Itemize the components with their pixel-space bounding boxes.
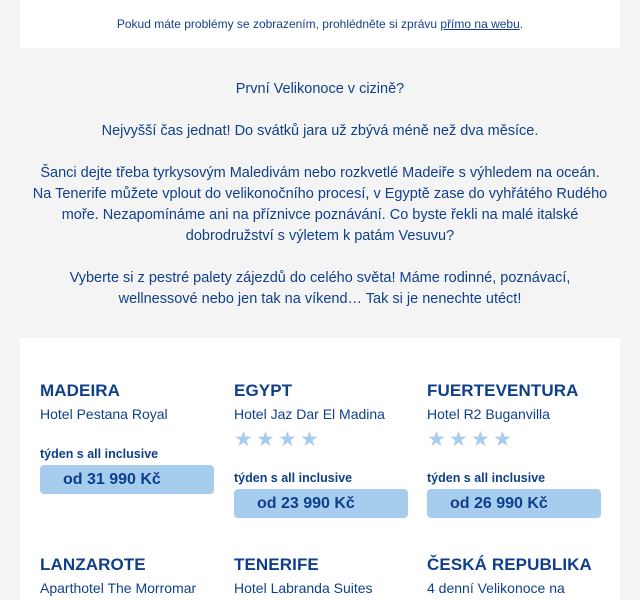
offer-card-czech-republic[interactable]: [427, 555, 601, 597]
offer-hotel[interactable]: Hotel Pestana Royal: [40, 406, 168, 422]
view-online-link[interactable]: přímo na webu: [440, 17, 520, 31]
offer-board: týden s all inclusive: [427, 471, 546, 485]
offer-hotel[interactable]: Aparthotel The Morromar: [40, 580, 197, 596]
view-online-end: .: [519, 17, 524, 31]
offer-hotel[interactable]: 4 denní Velikonoce na: [427, 580, 565, 596]
intro-paragraph-3-line-2: wellnessové nebo jen tak na víkend… Tak si je nenechte utéct!: [118, 291, 522, 307]
star-icon: ★: [256, 428, 276, 451]
intro-headline: První Velikonoce v cizině?: [235, 81, 405, 97]
star-icon: ★: [493, 428, 513, 451]
offer-destination[interactable]: FUERTEVENTURA: [427, 381, 579, 400]
offer-price-button[interactable]: od 23 990 Kč: [234, 489, 408, 518]
intro-paragraph-2-line-4: dobrodružství s výletem k patám Vesuvu?: [185, 228, 455, 244]
offers-grid: [20, 338, 620, 600]
offer-card-egypt[interactable]: [234, 381, 408, 518]
intro-paragraph-3-line-1: Vyberte si z pestré palety zájezdů do celého světa! Máme rodinné, poznávací,: [69, 270, 571, 286]
offer-price-button[interactable]: od 31 990 Kč: [40, 465, 214, 494]
star-icon: ★: [300, 428, 320, 451]
star-icon: ★: [234, 428, 254, 451]
offer-board: týden s all inclusive: [40, 447, 159, 461]
star-rating: [234, 430, 408, 450]
view-online-text: Pokud máte problémy se zobrazením, prohlédněte si zprávu: [116, 17, 441, 31]
offer-destination[interactable]: LANZAROTE: [40, 555, 146, 574]
offer-destination[interactable]: MADEIRA: [40, 381, 121, 400]
view-online-bar: [20, 0, 620, 48]
offer-card-fuerteventura[interactable]: [427, 381, 601, 518]
offer-board: týden s all inclusive: [234, 471, 353, 485]
star-rating: [427, 430, 601, 450]
star-icon: ★: [427, 428, 447, 451]
intro-paragraph-2-line-3: moře. Nezapomínáme ani na příznivce poznávání. Co byste řekli na malé italské: [61, 207, 579, 223]
intro-paragraph-2-line-1: Šanci dejte třeba tyrkysovým Maledivám nebo rozkvetlé Madeiře s výhledem na oceán.: [40, 165, 600, 181]
offer-card-lanzarote[interactable]: [40, 555, 214, 597]
offer-destination[interactable]: TENERIFE: [234, 555, 319, 574]
offer-hotel[interactable]: Hotel Jaz Dar El Madina: [234, 406, 385, 422]
offer-hotel[interactable]: Hotel Labranda Suites: [234, 580, 373, 596]
intro-paragraph-1: Nejvyšší čas jednat! Do svátků jara už zbývá méně než dva měsíce.: [101, 123, 539, 139]
offer-destination[interactable]: EGYPT: [234, 381, 293, 400]
offer-hotel[interactable]: Hotel R2 Buganvilla: [427, 406, 550, 422]
offer-card-madeira[interactable]: [40, 381, 214, 494]
star-icon: ★: [449, 428, 469, 451]
intro-section: [20, 48, 620, 338]
intro-paragraph-2-line-2: Na Tenerife můžete vplout do velikonočního procesí, v Egyptě zase do vyhřátého Rudého: [32, 186, 608, 202]
offer-destination[interactable]: ČESKÁ REPUBLIKA: [427, 555, 592, 574]
star-icon: ★: [278, 428, 298, 451]
star-icon: ★: [471, 428, 491, 451]
offer-price-button[interactable]: od 26 990 Kč: [427, 489, 601, 518]
offer-card-tenerife[interactable]: [234, 555, 408, 597]
